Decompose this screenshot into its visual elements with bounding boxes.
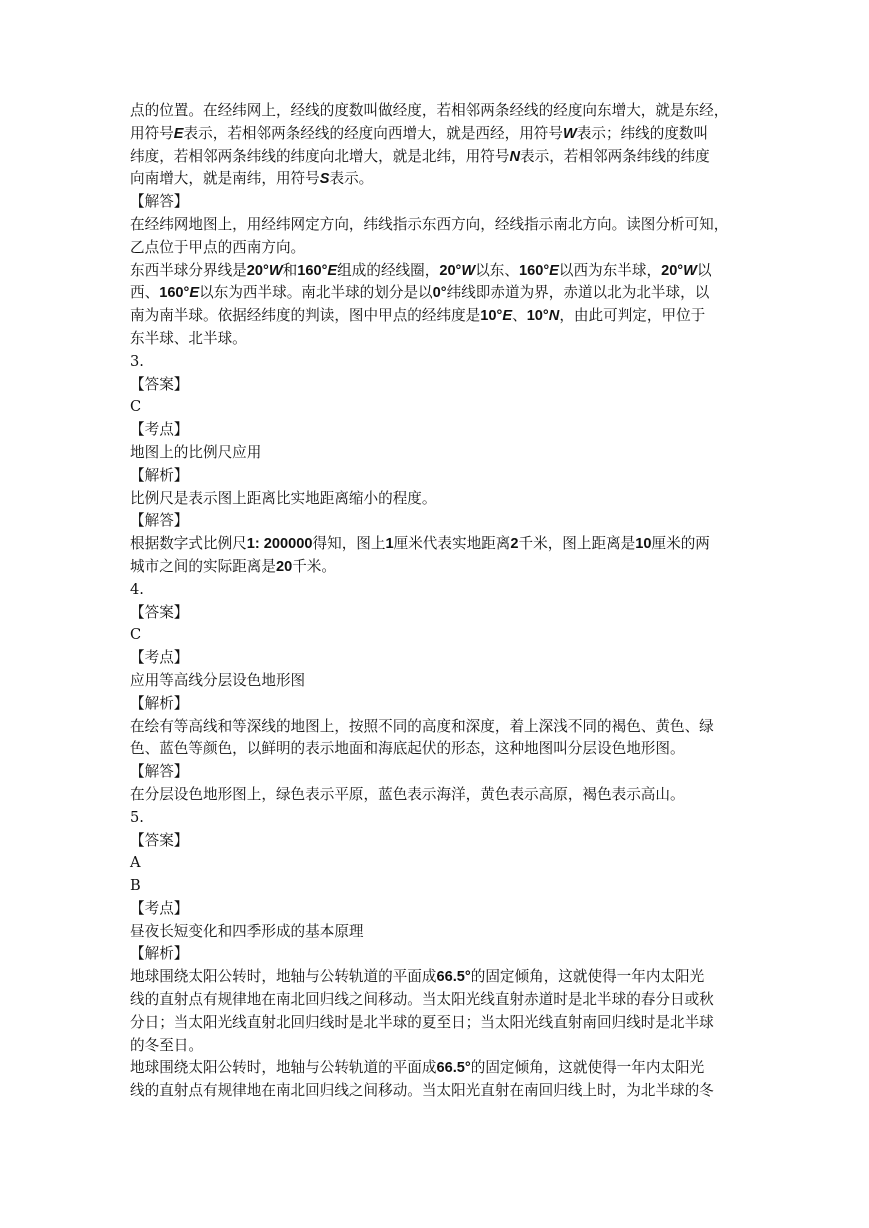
math-symbol: W (562, 125, 577, 142)
text-run: 【答案】 (130, 375, 189, 393)
numeric-value: 160° (159, 285, 190, 302)
math-symbol: E (189, 285, 200, 302)
text-line (130, 488, 740, 511)
text-run: 比例尺是表示图上距离比实地距离缩小的程度。 (130, 489, 437, 507)
numeric-value: 10° (480, 308, 503, 325)
numeric-value: 2 (510, 536, 519, 553)
text-line (130, 442, 740, 465)
text-line (130, 602, 740, 625)
text-run: 厘米的两 (651, 535, 710, 553)
numeric-value: 20° (661, 262, 684, 279)
text-line (130, 556, 740, 579)
text-run: 东西半球分界线是 (130, 261, 247, 279)
text-run: 和 (282, 261, 298, 279)
text-run: 【解答】 (130, 193, 189, 211)
text-line (130, 282, 740, 305)
math-symbol: E (502, 308, 513, 325)
text-line (130, 830, 740, 853)
text-line (130, 214, 740, 237)
text-run: 【解答】 (130, 512, 189, 530)
text-line (130, 898, 740, 921)
text-line (130, 1012, 740, 1035)
text-run: 表示。 (329, 170, 374, 188)
text-line (130, 123, 740, 146)
text-line (130, 168, 740, 191)
text-run: 地球围绕太阳公转时，地轴与公转轨道的平面成 (130, 1059, 437, 1077)
text-line (130, 351, 740, 374)
text-run: 用符号 (130, 124, 174, 142)
text-line (130, 533, 740, 556)
text-run: 南为南半球。依据经纬度的判读，图中甲点的经纬度是 (130, 307, 481, 325)
text-run: 【解答】 (130, 763, 189, 781)
text-line (130, 419, 740, 442)
text-run: 以西为东半球， (558, 261, 662, 279)
text-run: 根据数字式比例尺 (130, 535, 247, 553)
text-line (130, 305, 740, 328)
text-run: 地球围绕太阳公转时，地轴与公转轨道的平面成 (130, 968, 437, 986)
math-symbol: E (549, 262, 559, 279)
text-run: 、 (512, 307, 527, 325)
text-line (130, 1057, 740, 1080)
text-run: 表示；纬线的度数叫 (576, 124, 709, 142)
text-run: 【答案】 (130, 831, 189, 849)
text-run: 线的直射点有规律地在南北回归线之间移动。当太阳光线直射赤道时是北半球的春分日或秋 (130, 991, 714, 1009)
text-run: 表示，若相邻两条经线的经度向西增大，就是西经，用符号 (183, 124, 563, 142)
math-symbol: N (548, 308, 560, 325)
text-run: 以东为西半球。南北半球的划分是以 (199, 284, 433, 302)
numeric-value: 160° (297, 262, 328, 279)
text-run: 昼夜长短变化和四季形成的基本原理 (130, 922, 364, 940)
text-line (130, 875, 740, 898)
text-line (130, 146, 740, 169)
text-run: 的冬至日。 (130, 1036, 203, 1054)
text-line (130, 260, 740, 283)
text-run: ，由此可判定，甲位于 (559, 307, 706, 325)
text-run: 以东、 (475, 261, 519, 279)
text-line (130, 738, 740, 761)
text-run: 乙点位于甲点的西南方向。 (130, 238, 306, 256)
text-run: 【考点】 (130, 649, 189, 667)
numeric-value: 1: 200000 (246, 536, 313, 553)
text-run: A (130, 854, 141, 872)
text-line (130, 647, 740, 670)
text-line (130, 852, 740, 875)
numeric-value: 20 (275, 558, 293, 575)
text-run: 分日；当太阳光线直射北回归线时是北半球的夏至日；当太阳光线直射南回归线时是北半球 (130, 1013, 714, 1031)
text-run: 得知，图上 (312, 535, 386, 553)
text-run: 组成的经线圈， (337, 261, 440, 279)
text-line (130, 579, 740, 602)
numeric-value: 10° (526, 308, 549, 325)
text-run: 的固定倾角，这就使得一年内太阳光 (470, 1059, 705, 1077)
text-run: 点的位置。在经纬网上，经线的度数叫做经度，若相邻两条经线的经度向东增大，就是东经， (130, 102, 729, 119)
numeric-value: 10 (635, 536, 652, 553)
text-line (130, 396, 740, 419)
text-line (130, 784, 740, 807)
text-line (130, 921, 740, 944)
text-run: 在分层设色地形图上，绿色表示平原，蓝色表示海洋，黄色表示高原，褐色表示高山。 (130, 785, 685, 803)
text-run: 以 (696, 261, 712, 279)
text-run: 线的直射点有规律地在南北回归线之间移动。当太阳光直射在南回归线上时，为北半球的冬 (130, 1082, 714, 1100)
text-run: 【解析】 (130, 945, 189, 963)
numeric-value: 20° (439, 262, 462, 279)
math-symbol: W (683, 262, 697, 279)
text-line (130, 1080, 740, 1103)
text-line (130, 465, 740, 488)
numeric-value: 1 (385, 536, 394, 553)
text-line (130, 328, 740, 351)
math-symbol: W (268, 262, 283, 279)
text-run: 【考点】 (130, 421, 189, 439)
text-run: 表示，若相邻两条纬线的纬度 (520, 147, 710, 165)
text-line (130, 624, 740, 647)
text-run: C (130, 626, 142, 644)
text-run: 3. (130, 352, 144, 370)
text-line (130, 761, 740, 784)
text-line (130, 374, 740, 397)
math-symbol: E (173, 125, 184, 142)
text-run: 东半球、北半球。 (130, 329, 247, 347)
text-run: 4. (130, 580, 144, 598)
text-run: 千米。 (292, 557, 336, 575)
text-run: 的固定倾角，这就使得一年内太阳光 (470, 968, 705, 986)
text-run: 城市之间的实际距离是 (130, 557, 276, 575)
text-run: 地图上的比例尺应用 (130, 443, 262, 461)
text-line (130, 807, 740, 830)
text-run: 纬度，若相邻两条纬线的纬度向北增大，就是北纬，用符号 (130, 147, 510, 165)
text-run: 在绘有等高线和等深线的地图上，按照不同的高度和深度，着上深浅不同的褐色、黄色、绿 (130, 717, 714, 735)
text-line (130, 191, 740, 214)
text-line (130, 989, 740, 1012)
numeric-value: 20° (246, 262, 269, 279)
document-page (130, 100, 740, 1103)
text-run: C (130, 398, 142, 416)
text-run: 西、 (130, 284, 160, 302)
text-run: 【解析】 (130, 694, 189, 712)
text-run: B (130, 877, 141, 895)
text-run: 5. (130, 808, 144, 826)
math-symbol: N (509, 148, 520, 165)
text-run: 纬线即赤道为界，赤道以北为北半球，以 (446, 284, 710, 302)
math-symbol: E (327, 262, 338, 279)
text-run: 【答案】 (130, 603, 189, 621)
numeric-value: 66.5° (436, 969, 471, 986)
text-run: 【解析】 (130, 466, 189, 484)
math-symbol: S (319, 171, 330, 188)
text-line (130, 1035, 740, 1058)
text-line (130, 966, 740, 989)
text-line (130, 716, 740, 739)
text-line (130, 510, 740, 533)
text-run: 色、蓝色等颜色，以鲜明的表示地面和海底起伏的形态，这种地图叫分层设色地形图。 (130, 740, 685, 758)
text-run: 厘米代表实地距离 (393, 535, 511, 553)
text-line (130, 943, 740, 966)
text-run: 应用等高线分层设色地形图 (130, 671, 306, 689)
text-line (130, 670, 740, 693)
numeric-value: 160° (518, 262, 550, 279)
text-line (130, 237, 740, 260)
numeric-value: 0° (432, 285, 447, 302)
numeric-value: 66.5° (436, 1060, 471, 1077)
text-line (130, 693, 740, 716)
text-run: 在经纬网地图上，用经纬网定方向，纬线指示东西方向，经线指示南北方向。读图分析可知， (130, 215, 729, 233)
text-line (130, 100, 740, 123)
text-run: 向南增大，就是南纬，用符号 (130, 170, 320, 188)
text-run: 千米，图上距离是 (518, 535, 636, 553)
math-symbol: W (461, 262, 476, 279)
text-run: 【考点】 (130, 899, 189, 917)
